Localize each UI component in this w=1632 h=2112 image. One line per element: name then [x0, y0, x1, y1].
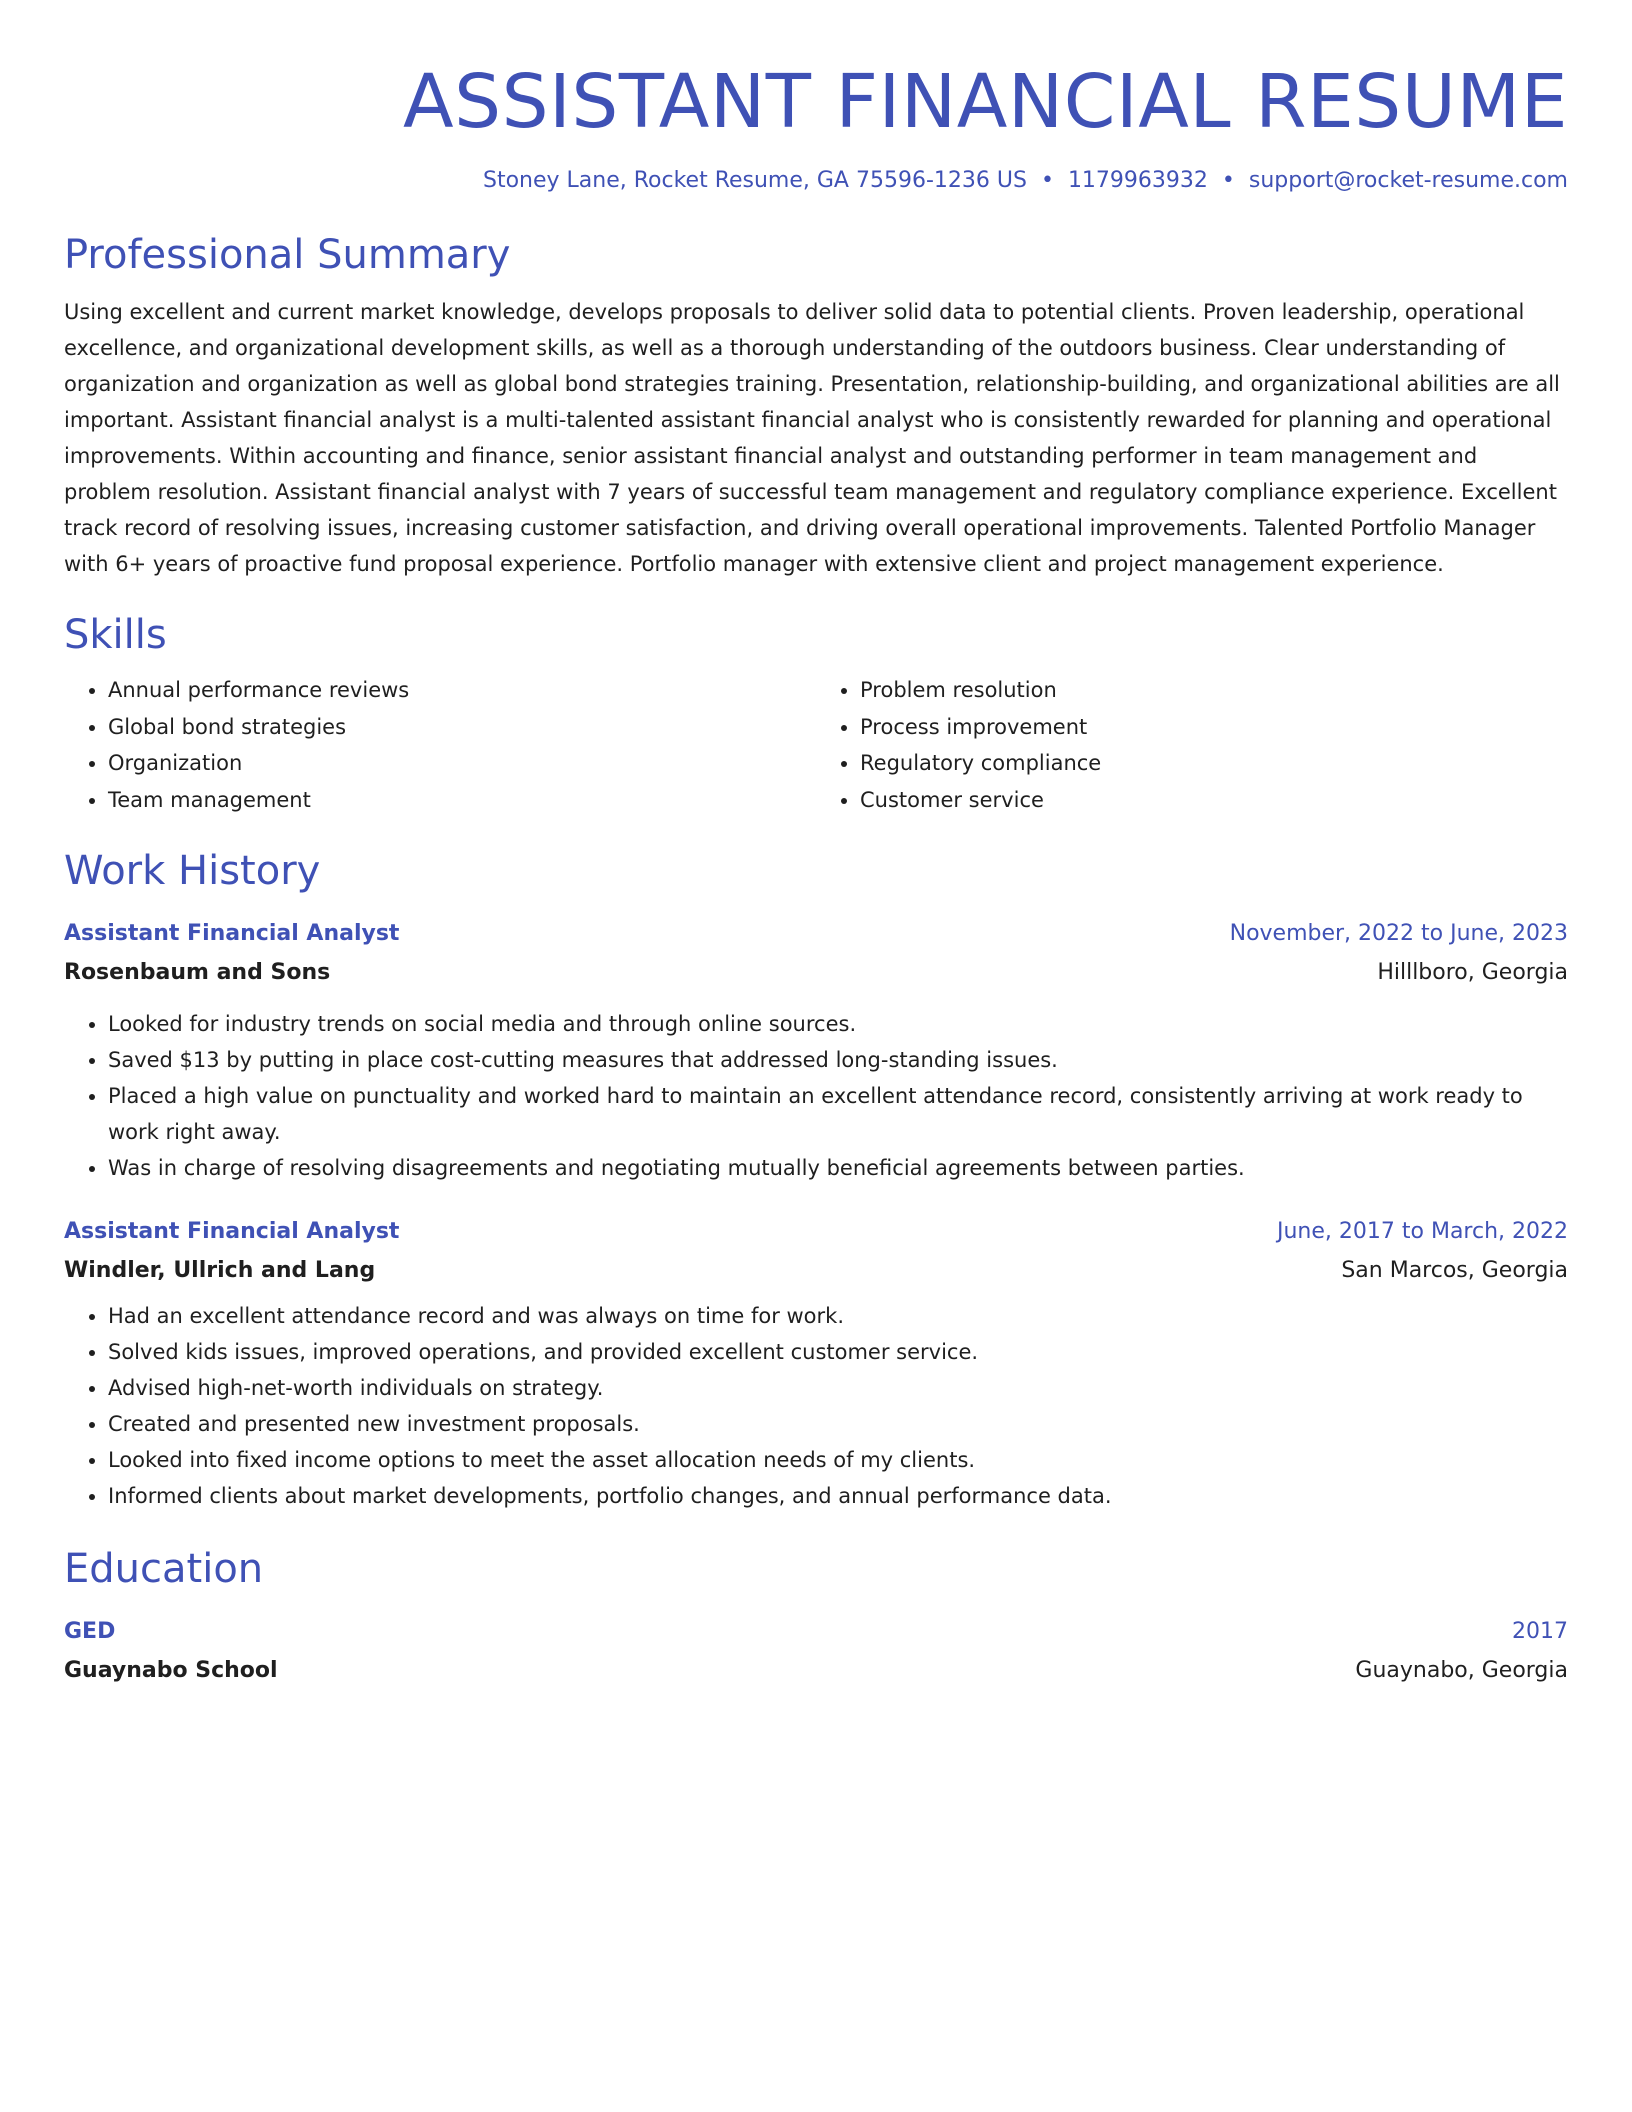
contact-email: support@rocket-resume.com	[1248, 168, 1568, 193]
education-year: 2017	[1512, 1619, 1568, 1644]
job-bullets	[64, 1298, 1568, 1514]
job-location: Hilllboro, Georgia	[1377, 960, 1568, 985]
job-bullet: • Was in charge of resolving disagreements and negotiating mutually beneficial agreements between parties.	[108, 1150, 1568, 1186]
job-dates: November, 2022 to June, 2023	[1229, 921, 1568, 946]
job-title: Assistant Financial Analyst	[64, 921, 400, 946]
skill-item: • Process improvement	[860, 709, 1568, 746]
skills-right-list	[816, 672, 1568, 818]
job-company-row	[64, 1252, 1568, 1290]
skill-item: • Regulatory compliance	[860, 745, 1568, 782]
education-degree: GED	[64, 1619, 116, 1644]
job-title: Assistant Financial Analyst	[64, 1219, 400, 1244]
skills-heading: Skills	[64, 612, 167, 658]
job-bullet: • Placed a high value on punctuality and worked hard to maintain an excellent attendance record, consistently arriving at work ready to work right away.	[108, 1078, 1568, 1150]
work-history-heading: Work History	[64, 848, 321, 894]
contact-separator: •	[1040, 168, 1054, 193]
job-bullet: • Solved kids issues, improved operations, and provided excellent customer service.	[108, 1334, 1568, 1370]
job-location: San Marcos, Georgia	[1341, 1258, 1568, 1283]
job-company: Windler, Ullrich and Lang	[64, 1258, 376, 1283]
contact-address: Stoney Lane, Rocket Resume, GA 75596-1236 US	[482, 168, 1027, 193]
job-bullet: • Saved $13 by putting in place cost-cutting measures that addressed long-standing issues.	[108, 1042, 1568, 1078]
education-entry	[64, 1612, 1568, 1690]
contact-phone: 1179963932	[1067, 168, 1208, 193]
education-school-row	[64, 1652, 1568, 1690]
education-heading: Education	[64, 1546, 264, 1592]
job-dates: June, 2017 to March, 2022	[1277, 1219, 1568, 1244]
skills-columns	[64, 672, 1568, 818]
contact-line	[64, 166, 1568, 196]
education-school: Guaynabo School	[64, 1658, 278, 1683]
job-entry	[64, 914, 1568, 1186]
education-header-row	[64, 1612, 1568, 1652]
professional-summary-heading: Professional Summary	[64, 232, 511, 278]
job-bullet: • Looked for industry trends on social media and through online sources.	[108, 1006, 1568, 1042]
skill-item: • Customer service	[860, 782, 1568, 819]
skills-left-list	[64, 672, 816, 818]
contact-separator: •	[1221, 168, 1235, 193]
job-bullet: • Looked into fixed income options to meet the asset allocation needs of my clients.	[108, 1442, 1568, 1478]
job-bullet: • Had an excellent attendance record and was always on time for work.	[108, 1298, 1568, 1334]
resume-title: ASSISTANT FINANCIAL RESUME	[402, 59, 1568, 145]
skill-item: • Problem resolution	[860, 672, 1568, 709]
skill-item: • Global bond strategies	[108, 709, 816, 746]
resume-header	[64, 56, 1568, 196]
job-bullets	[64, 1006, 1568, 1186]
job-company-row	[64, 954, 1568, 992]
job-header-row	[64, 914, 1568, 954]
job-bullet: • Informed clients about market developments, portfolio changes, and annual performance data.	[108, 1478, 1568, 1514]
job-header-row	[64, 1212, 1568, 1252]
job-bullet: • Created and presented new investment proposals.	[108, 1406, 1568, 1442]
skill-item: • Organization	[108, 745, 816, 782]
job-company: Rosenbaum and Sons	[64, 960, 331, 985]
job-bullet: • Advised high-net-worth individuals on strategy.	[108, 1370, 1568, 1406]
skill-item: • Annual performance reviews	[108, 672, 816, 709]
professional-summary-text: Using excellent and current market knowledge, develops proposals to deliver solid data to potential clients. Proven leadership, operational excellence, and organizational development skills, as well as a thorough understanding of the outdoors business. Clear understanding of organization and organization as well as global bond strategies training. Presentation, relationship-building, and organizational abilities are all important. Assistant financial analyst is a multi-talented assistant financial analyst who is consistently rewarded for planning and operational improvements. Within accounting and finance, senior assistant financial analyst and outstanding performer in team management and problem resolution. Assistant financial analyst with 7 years of successful team management and regulatory compliance experience. Excellent track record of resolving issues, increasing customer satisfaction, and driving overall operational improvements. Talented Portfolio Manager with 6+ years of proactive fund proposal experience. Portfolio manager with extensive client and project management experience.	[64, 300, 1560, 576]
skill-item: • Team management	[108, 782, 816, 819]
job-entry	[64, 1212, 1568, 1514]
education-location: Guaynabo, Georgia	[1355, 1658, 1568, 1683]
